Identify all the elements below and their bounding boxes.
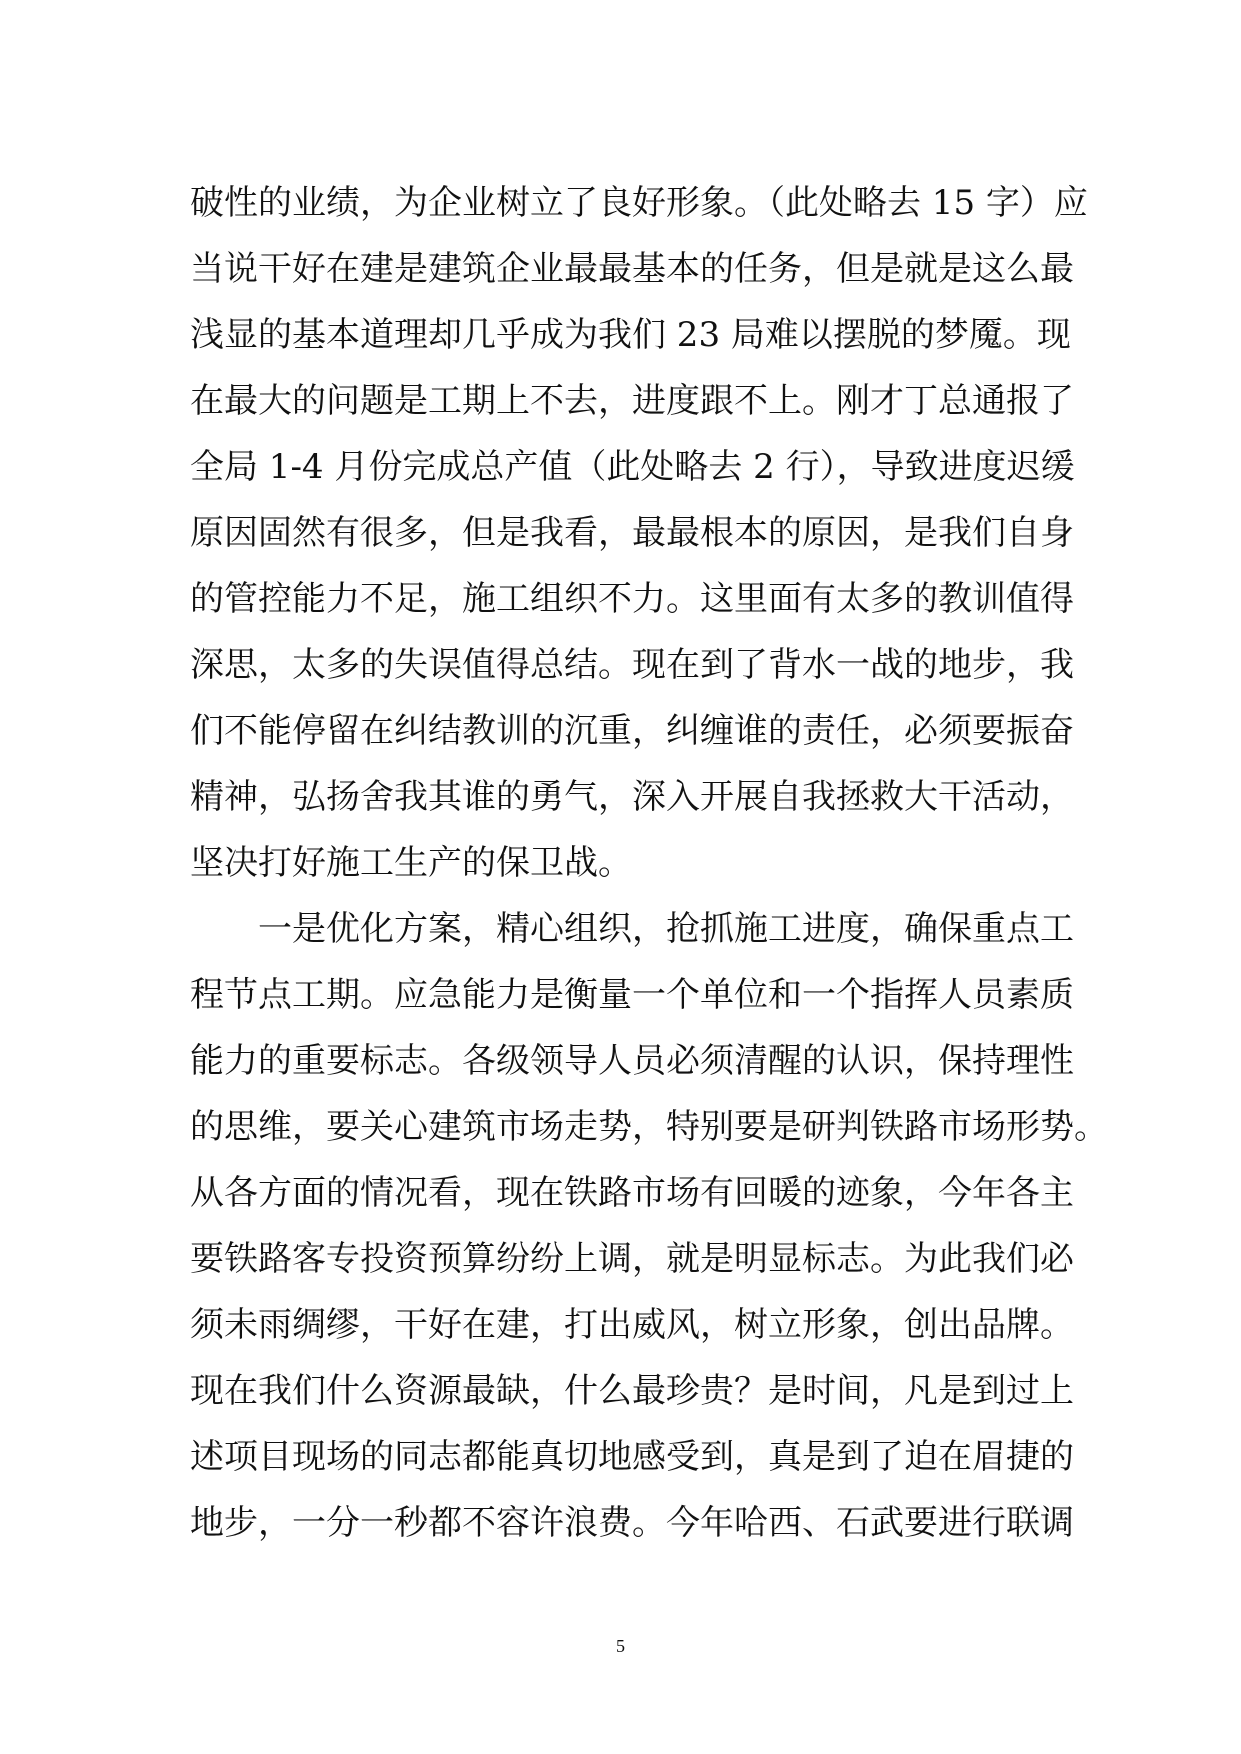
text-line: 浅显的基本道理却几乎成为我们 23 局难以摆脱的梦魇。现 bbox=[190, 315, 1071, 355]
text-line: 地步，一分一秒都不容许浪费。今年哈西、石武要进行联调 bbox=[190, 1503, 1074, 1543]
body-text bbox=[190, 170, 1108, 1556]
text-line: 精神，弘扬舍我其谁的勇气，深入开展自我拯救大干活动， bbox=[190, 777, 1074, 817]
text-line: 坚决打好施工生产的保卫战。 bbox=[190, 843, 632, 883]
text-line: 当说干好在建是建筑企业最最基本的任务，但是就是这么最 bbox=[190, 249, 1074, 289]
text-line: 现在我们什么资源最缺，什么最珍贵？是时间，凡是到过上 bbox=[190, 1371, 1074, 1411]
text-line: 全局 1-4 月份完成总产值（此处略去 2 行），导致进度迟缓 bbox=[190, 447, 1075, 487]
text-line: 述项目现场的同志都能真切地感受到，真是到了迫在眉捷的 bbox=[190, 1437, 1074, 1477]
text-line: 从各方面的情况看，现在铁路市场有回暖的迹象，今年各主 bbox=[190, 1173, 1074, 1213]
text-line: 们不能停留在纠结教训的沉重，纠缠谁的责任，必须要振奋 bbox=[190, 711, 1074, 751]
text-line: 在最大的问题是工期上不去，进度跟不上。刚才丁总通报了 bbox=[190, 381, 1074, 421]
text-line: 深思，太多的失误值得总结。现在到了背水一战的地步，我 bbox=[190, 645, 1074, 685]
paragraph-first-line: 一是优化方案，精心组织，抢抓施工进度，确保重点工 bbox=[258, 909, 1074, 949]
text-line: 要铁路客专投资预算纷纷上调，就是明显标志。为此我们必 bbox=[190, 1239, 1074, 1279]
text-line: 的管控能力不足，施工组织不力。这里面有太多的教训值得 bbox=[190, 579, 1074, 619]
text-line: 程节点工期。应急能力是衡量一个单位和一个指挥人员素质 bbox=[190, 975, 1074, 1015]
page-number: 5 bbox=[616, 1636, 625, 1656]
text-line: 原因固然有很多，但是我看，最最根本的原因，是我们自身 bbox=[190, 513, 1074, 553]
text-line: 能力的重要标志。各级领导人员必须清醒的认识，保持理性 bbox=[190, 1041, 1074, 1081]
text-line: 的思维，要关心建筑市场走势，特别要是研判铁路市场形势。 bbox=[190, 1107, 1108, 1147]
text-line: 须未雨绸缪，干好在建，打出威风，树立形象，创出品牌。 bbox=[190, 1305, 1074, 1345]
text-line: 破性的业绩，为企业树立了良好形象。（此处略去 15 字）应 bbox=[190, 183, 1088, 223]
